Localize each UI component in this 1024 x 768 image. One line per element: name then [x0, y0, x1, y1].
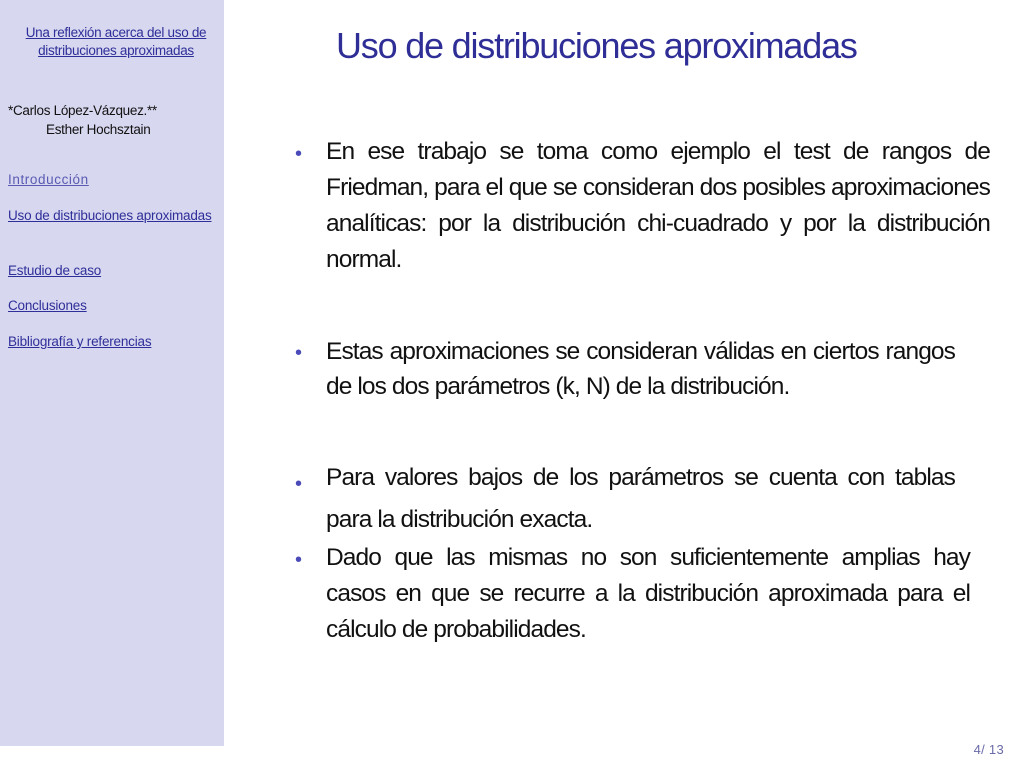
bullet-item	[295, 457, 955, 541]
page-number: 4/ 13	[973, 742, 1004, 757]
bullet-text: Dado que las mismas no son suficientemente amplias hay casos en que se recurre a la distribución aproximada para el cálculo de probabilidades.	[326, 544, 970, 643]
nav-link-uso-de-distribuciones[interactable]: Uso de distribuciones aproximadas	[8, 208, 212, 223]
bullet-dot-icon: •	[295, 549, 302, 571]
bullet-item	[295, 134, 990, 278]
bullet-item	[295, 334, 955, 404]
sidebar-presentation-title-link[interactable]: Una reflexión acerca del uso de distribuciones aproximadas	[25, 25, 207, 58]
bullet-text: En ese trabajo se toma como ejemplo el test de rangos de Friedman, para el que se consideran dos posibles aproximaciones analíticas: por la distribución chi-cuadrado y por la distribución normal.	[326, 138, 990, 273]
bullet-dot-icon: •	[295, 473, 302, 495]
bullet-text: Estas aproximaciones se consideran válidas en ciertos rangos de los dos parámetros (k, N) de la distribución.	[326, 338, 955, 400]
nav-link-introduccion[interactable]: Introducción	[8, 172, 89, 187]
bullet-dot-icon: •	[295, 143, 302, 165]
sidebar	[0, 0, 224, 746]
author-2: Esther Hochsztain	[46, 122, 151, 137]
author-1: *Carlos López-Vázquez.**	[8, 103, 157, 118]
sidebar-authors	[8, 101, 218, 139]
nav-link-conclusiones[interactable]: Conclusiones	[8, 298, 87, 313]
nav-link-bibliografia[interactable]: Bibliografía y referencias	[8, 334, 152, 349]
bullet-item	[295, 540, 970, 648]
nav-link-estudio-de-caso[interactable]: Estudio de caso	[8, 263, 102, 278]
slide-title: Uso de distribuciones aproximadas	[336, 25, 857, 66]
bullet-text: Para valores bajos de los parámetros se cuenta con tablas para la distribución exacta.	[326, 464, 955, 533]
bullet-dot-icon: •	[295, 342, 302, 364]
